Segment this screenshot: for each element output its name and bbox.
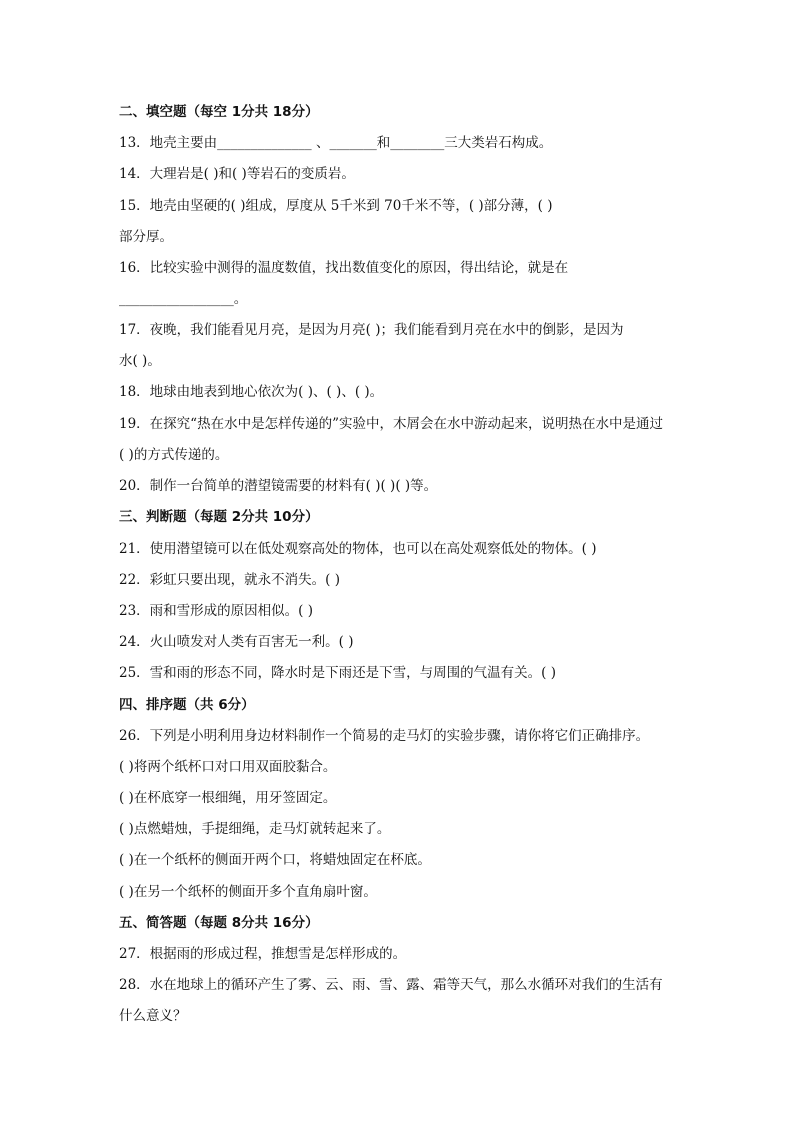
- question-28: 28．水在地球上的循环产生了雾、云、雨、雪、露、霜等天气，那么水循环对我们的生活有: [119, 977, 663, 993]
- question-17-cont: 水( )。: [119, 353, 161, 369]
- section-heading-true-false: 三、判断题（每题 2分共 10分）: [119, 509, 319, 525]
- question-15-cont: 部分厚。: [119, 229, 173, 245]
- question-26: 26．下列是小明利用身边材料制作一个简易的走马灯的实验步骤，请你将它们正确排序。: [119, 728, 650, 744]
- ordering-step-1: ( )将两个纸杯口对口用双面胶黏合。: [119, 759, 337, 775]
- question-25: 25．雪和雨的形态不同，降水时是下雨还是下雪，与周围的气温有关。( ): [119, 665, 557, 681]
- ordering-step-5: ( )在另一个纸杯的侧面开多个直角扇叶窗。: [119, 884, 377, 900]
- ordering-step-3: ( )点燃蜡烛，手提细绳，走马灯就转起来了。: [119, 821, 391, 837]
- question-21: 21．使用潜望镜可以在低处观察高处的物体，也可以在高处观察低处的物体。( ): [119, 541, 597, 557]
- ordering-step-2: ( )在杯底穿一根细绳，用牙签固定。: [119, 790, 337, 806]
- question-19-cont: ( )的方式传递的。: [119, 447, 229, 463]
- question-23: 23．雨和雪形成的原因相似。( ): [119, 603, 314, 619]
- question-17: 17．夜晚，我们能看见月亮，是因为月亮( )；我们能看到月亮在水中的倒影，是因为: [119, 322, 624, 338]
- question-14: 14．大理岩是( )和( )等岩石的变质岩。: [119, 166, 355, 182]
- section-heading-ordering: 四、排序题（共 6分）: [119, 697, 255, 713]
- question-20: 20．制作一台简单的潜望镜需要的材料有( )( )( )等。: [119, 478, 438, 494]
- question-16-cont: _________________。: [119, 291, 248, 307]
- question-24: 24．火山喷发对人类有百害无一利。( ): [119, 634, 354, 650]
- question-18: 18．地球由地表到地心依次为( )、( )、( )。: [119, 384, 384, 400]
- question-27: 27．根据雨的形成过程，推想雪是怎样形成的。: [119, 946, 407, 962]
- question-19: 19．在探究“热在水中是怎样传递的”实验中，木屑会在水中游动起来，说明热在水中是通过: [119, 416, 663, 432]
- section-heading-fill-in: 二、填空题（每空 1分共 18分）: [119, 104, 319, 120]
- question-16: 16．比较实验中测得的温度数值，找出数值变化的原因，得出结论，就是在: [119, 260, 569, 276]
- ordering-step-4: ( )在一个纸杯的侧面开两个口，将蜡烛固定在杯底。: [119, 852, 431, 868]
- section-heading-short-answer: 五、简答题（每题 8分共 16分）: [119, 915, 319, 931]
- question-15: 15．地壳由坚硬的( )组成，厚度从 5千米到 70千米不等，( )部分薄，( ): [119, 198, 553, 214]
- question-28-cont: 什么意义？: [119, 1008, 187, 1024]
- question-13: 13．地壳主要由______________ 、_______和________三大类岩石构成。: [119, 135, 553, 151]
- question-22: 22．彩虹只要出现，就永不消失。( ): [119, 572, 341, 588]
